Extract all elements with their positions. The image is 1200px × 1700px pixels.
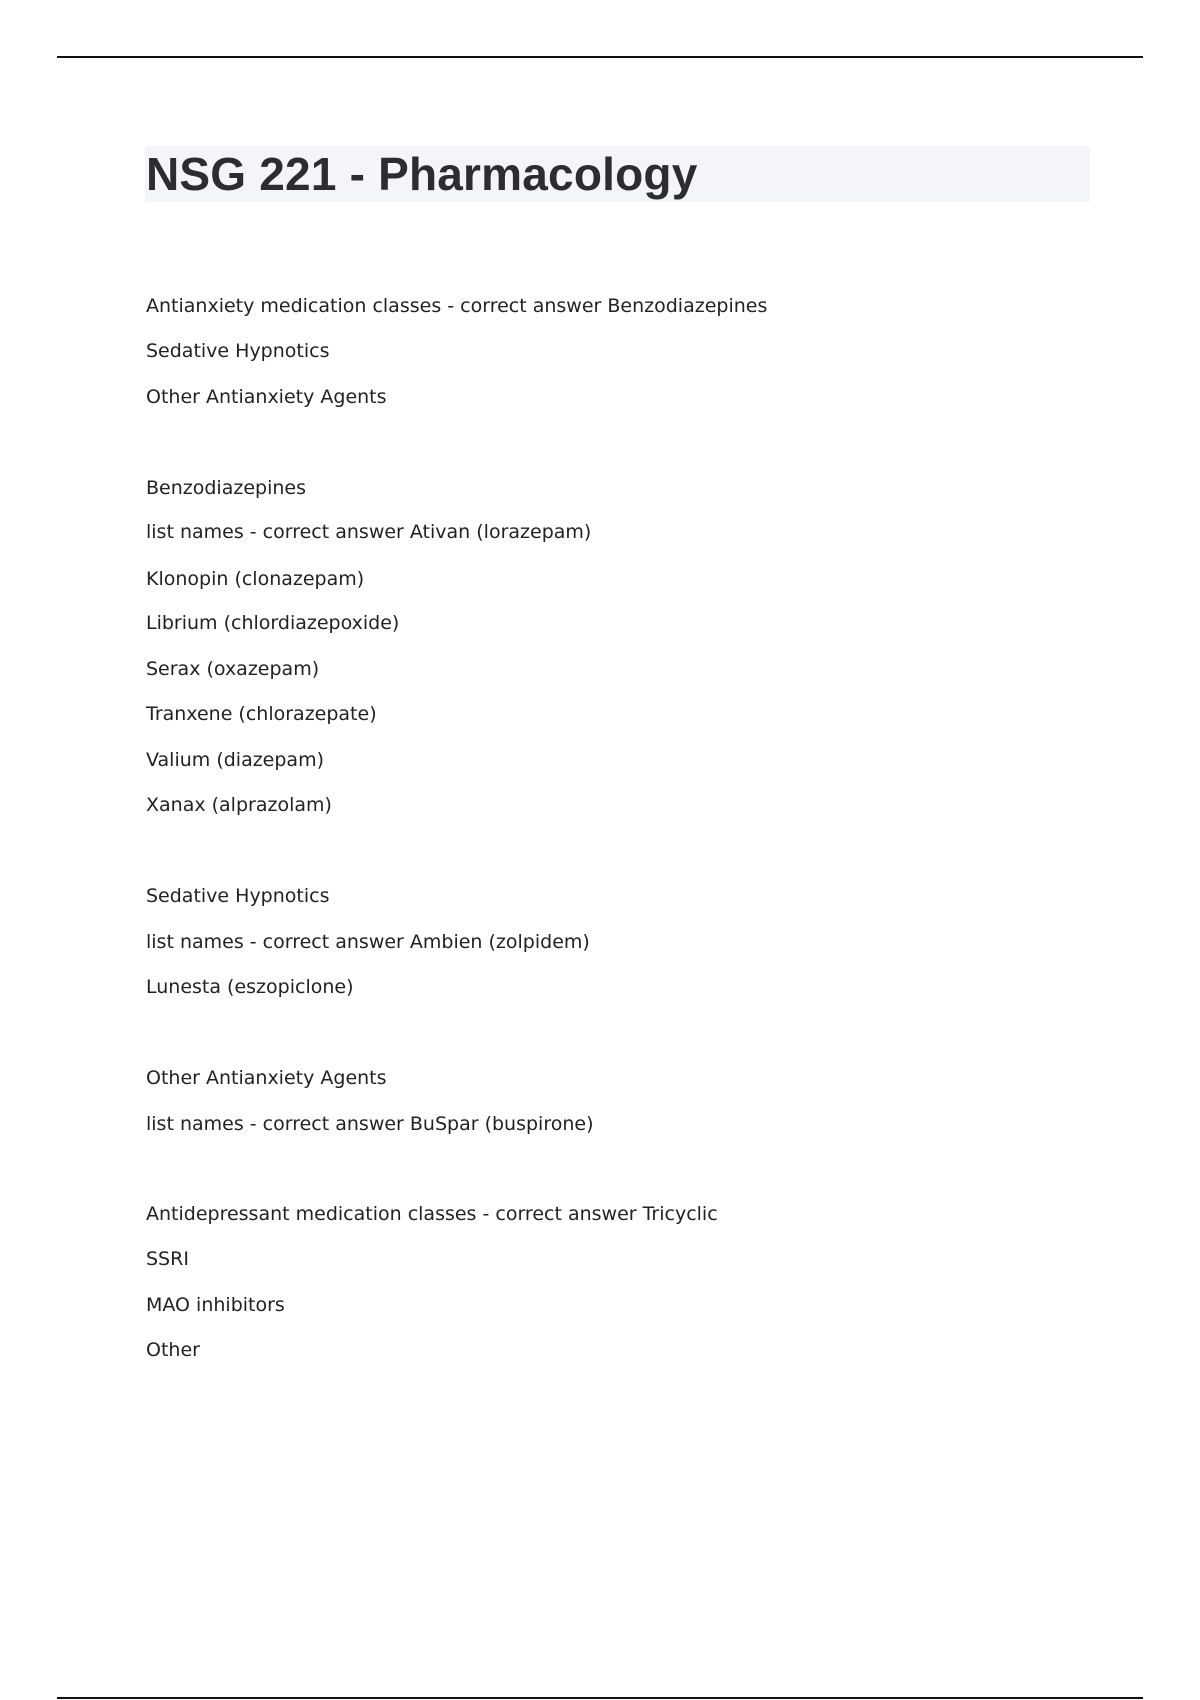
- text-line: list names - correct answer BuSpar (buspirone): [146, 1113, 594, 1135]
- text-line: Librium (chlordiazepoxide): [146, 612, 400, 634]
- text-line: MAO inhibitors: [146, 1294, 285, 1316]
- text-line: Sedative Hypnotics: [146, 340, 330, 362]
- text-line: list names - correct answer Ativan (lorazepam): [146, 521, 592, 543]
- text-line: Other: [146, 1339, 200, 1361]
- top-rule: [57, 56, 1143, 58]
- text-line: Antidepressant medication classes - correct answer Tricyclic: [146, 1203, 718, 1225]
- text-line: Sedative Hypnotics: [146, 885, 330, 907]
- text-line: Xanax (alprazolam): [146, 794, 332, 816]
- text-line: Antianxiety medication classes - correct answer Benzodiazepines: [146, 295, 768, 317]
- text-line: Valium (diazepam): [146, 749, 324, 771]
- text-line: SSRI: [146, 1248, 189, 1270]
- bottom-rule: [57, 1697, 1143, 1699]
- text-line: Benzodiazepines: [146, 477, 306, 499]
- text-line: Lunesta (eszopiclone): [146, 976, 354, 998]
- text-line: Klonopin (clonazepam): [146, 568, 365, 590]
- text-line: Serax (oxazepam): [146, 658, 320, 680]
- text-line: list names - correct answer Ambien (zolpidem): [146, 931, 590, 953]
- page-title: NSG 221 - Pharmacology: [146, 148, 698, 200]
- text-line: Other Antianxiety Agents: [146, 1067, 387, 1089]
- text-line: Tranxene (chlorazepate): [146, 703, 377, 725]
- text-line: Other Antianxiety Agents: [146, 386, 387, 408]
